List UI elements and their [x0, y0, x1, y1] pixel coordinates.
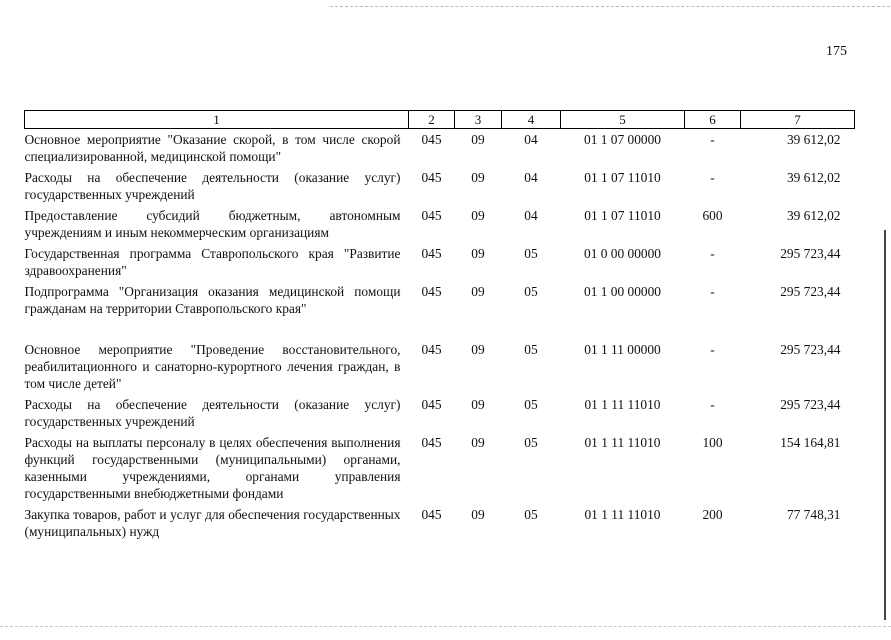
budget-table: [24, 110, 855, 542]
table-row: [25, 205, 855, 243]
row-amount: 39 612,02: [786, 132, 841, 147]
row-section: 09: [471, 342, 485, 357]
column-header: 5: [561, 111, 685, 129]
row-name: Основное мероприятие "Проведение восстановительного, реабилитационного и санаторно-курортного лечения граждан, в том числе детей": [24, 342, 401, 391]
page-number: 175: [826, 44, 847, 59]
scan-artifact-right-edge: [884, 230, 886, 620]
table-row: [25, 243, 855, 281]
header-row: [25, 111, 855, 129]
row-expense-type: -: [710, 246, 715, 261]
row-expense-type: -: [710, 132, 715, 147]
row-target-article: 01 1 00 00000: [584, 284, 661, 299]
row-section: 09: [471, 170, 485, 185]
row-subsection: 04: [524, 132, 538, 147]
column-header: 3: [455, 111, 502, 129]
row-subsection: 05: [524, 284, 538, 299]
row-ministry: 045: [421, 435, 442, 450]
column-header: 4: [502, 111, 561, 129]
row-subsection: 05: [524, 435, 538, 450]
row-section: 09: [471, 132, 485, 147]
row-ministry: 045: [421, 342, 442, 357]
row-subsection: 04: [524, 208, 538, 223]
row-section: 09: [471, 284, 485, 299]
row-expense-type: -: [710, 397, 715, 412]
row-section: 09: [471, 435, 485, 450]
row-ministry: 045: [421, 397, 442, 412]
row-name: Расходы на выплаты персоналу в целях обеспечения выполнения функций государственными (муниципальными) органами, казенными учреждениями, органами управления государственными внебюджетными фондами: [24, 435, 401, 501]
row-amount: 154 164,81: [780, 435, 841, 450]
scan-artifact-top: [330, 6, 890, 7]
row-ministry: 045: [421, 507, 442, 522]
row-target-article: 01 1 11 00000: [584, 342, 661, 357]
row-subsection: 05: [524, 342, 538, 357]
row-target-article: 01 1 11 11010: [584, 397, 661, 412]
row-target-article: 01 1 07 11010: [584, 170, 661, 185]
row-section: 09: [471, 507, 485, 522]
row-subsection: 04: [524, 170, 538, 185]
column-header: 1: [25, 111, 409, 129]
table-row: [25, 281, 855, 339]
row-section: 09: [471, 208, 485, 223]
row-amount: 295 723,44: [780, 342, 841, 357]
row-section: 09: [471, 397, 485, 412]
row-subsection: 05: [524, 246, 538, 261]
row-expense-type: 100: [702, 435, 723, 450]
row-target-article: 01 1 11 11010: [584, 507, 661, 522]
row-ministry: 045: [421, 132, 442, 147]
row-target-article: 01 1 11 11010: [584, 435, 661, 450]
row-amount: 39 612,02: [786, 170, 841, 185]
column-header: 7: [741, 111, 855, 129]
row-name: Государственная программа Ставропольского края "Развитие здравоохранения": [24, 246, 401, 278]
table-row: [25, 167, 855, 205]
row-amount: 295 723,44: [780, 246, 841, 261]
row-amount: 295 723,44: [780, 397, 841, 412]
row-subsection: 05: [524, 507, 538, 522]
row-expense-type: -: [710, 284, 715, 299]
row-name: Основное мероприятие "Оказание скорой, в том числе скорой специализированной, медицинской помощи": [24, 132, 401, 164]
row-amount: 39 612,02: [786, 208, 841, 223]
row-name: Расходы на обеспечение деятельности (оказание услуг) государственных учреждений: [24, 397, 401, 429]
row-target-article: 01 0 00 00000: [584, 246, 661, 261]
column-header: 6: [685, 111, 741, 129]
table-row: [25, 432, 855, 504]
row-expense-type: -: [710, 170, 715, 185]
row-target-article: 01 1 07 00000: [584, 132, 661, 147]
table-row: [25, 129, 855, 168]
row-ministry: 045: [421, 246, 442, 261]
table-row: [25, 394, 855, 432]
row-expense-type: 200: [702, 507, 723, 522]
row-section: 09: [471, 246, 485, 261]
row-amount: 295 723,44: [780, 284, 841, 299]
table-row: [25, 339, 855, 394]
row-expense-type: -: [710, 342, 715, 357]
column-header: 2: [409, 111, 455, 129]
row-ministry: 045: [421, 208, 442, 223]
row-name: Подпрограмма "Организация оказания медицинской помощи гражданам на территории Ставропольского края": [24, 284, 401, 316]
row-expense-type: 600: [702, 208, 723, 223]
row-name: Расходы на обеспечение деятельности (оказание услуг) государственных учреждений: [24, 170, 401, 202]
row-ministry: 045: [421, 170, 442, 185]
row-amount: 77 748,31: [786, 507, 841, 522]
row-ministry: 045: [421, 284, 442, 299]
row-name: Предоставление субсидий бюджетным, автономным учреждениям и иным некоммерческим организациям: [24, 208, 401, 240]
scan-artifact-bottom: [0, 626, 891, 627]
row-target-article: 01 1 07 11010: [584, 208, 661, 223]
table-row: [25, 504, 855, 542]
row-subsection: 05: [524, 397, 538, 412]
row-name: Закупка товаров, работ и услуг для обеспечения государственных (муниципальных) нужд: [24, 507, 401, 539]
